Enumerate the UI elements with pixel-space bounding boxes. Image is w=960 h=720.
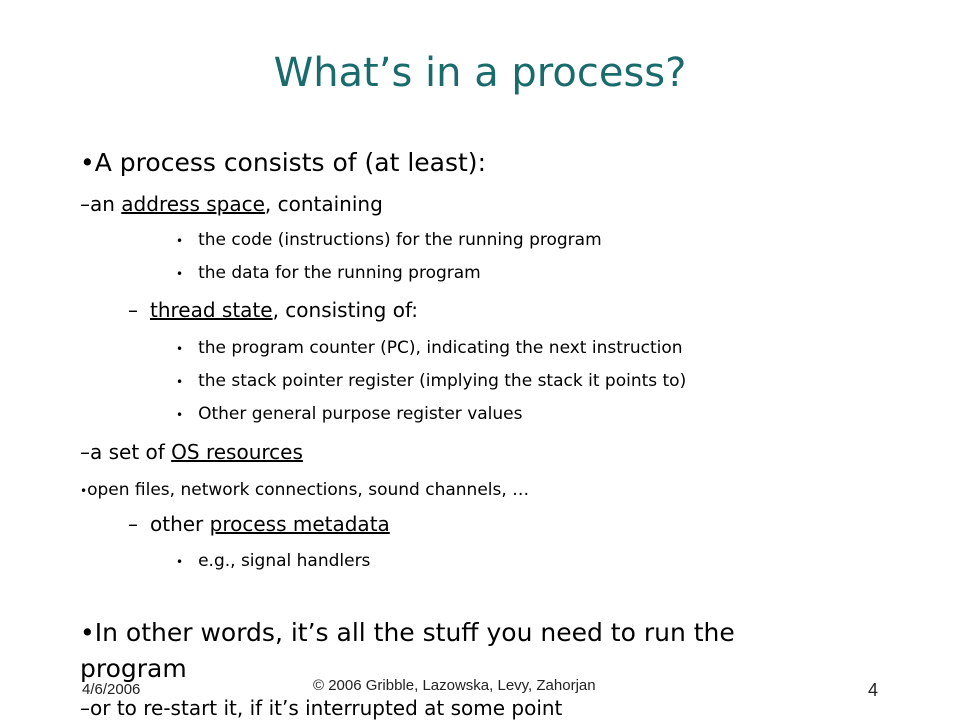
bullet-process-consists: •A process consists of (at least): (80, 148, 486, 177)
bullet-dot-icon: • (176, 408, 184, 422)
os-resources-term: OS resources (171, 440, 303, 464)
item-code: • the code (instructions) for the running program (176, 230, 602, 250)
bullet-dot-icon: • (176, 234, 184, 248)
bullet-in-other-words: •In other words, it’s all the stuff you need to run the (80, 618, 735, 647)
address-space-term: address space (121, 192, 265, 216)
item-os-resources: –a set of OS resources (80, 440, 303, 464)
dash-icon: – (80, 696, 90, 720)
footer-copyright: © 2006 Gribble, Lazowska, Levy, Zahorjan (313, 677, 596, 694)
item-pc: • the program counter (PC), indicating the next instruction (176, 338, 683, 358)
item-thread-state: – thread state, consisting of: (128, 298, 419, 322)
thread-state-term: thread state (150, 298, 273, 322)
bullet-dot-icon: • (80, 148, 95, 177)
bullet-dot-icon: • (176, 342, 184, 356)
item-signals: • e.g., signal handlers (176, 551, 371, 571)
dash-icon: – (80, 192, 90, 216)
item-address-space: –an address space, containing (80, 192, 383, 216)
item-data: • the data for the running program (176, 263, 481, 283)
item-sp: • the stack pointer register (implying the stack it points to) (176, 371, 687, 391)
page-number: 4 (868, 680, 879, 700)
bullet-in-other-words-cont: program (80, 654, 187, 683)
bullet-dot-icon: • (80, 484, 88, 498)
item-restart: –or to re-start it, if it’s interrupted at some point (80, 696, 563, 720)
bullet-dot-icon: • (176, 267, 184, 281)
bullet-dot-icon: • (176, 555, 184, 569)
dash-icon: – (128, 298, 138, 322)
footer-date: 4/6/2006 (82, 681, 141, 698)
item-files: •open files, network connections, sound channels, … (80, 480, 530, 500)
bullet-dot-icon: • (80, 618, 95, 647)
slide-title: What’s in a process? (273, 50, 687, 96)
dash-icon: – (80, 440, 90, 464)
dash-icon: – (128, 512, 138, 536)
item-process-metadata: – other process metadata (128, 512, 390, 536)
process-metadata-term: process metadata (209, 512, 390, 536)
item-regs: • Other general purpose register values (176, 404, 523, 424)
bullet-dot-icon: • (176, 375, 184, 389)
